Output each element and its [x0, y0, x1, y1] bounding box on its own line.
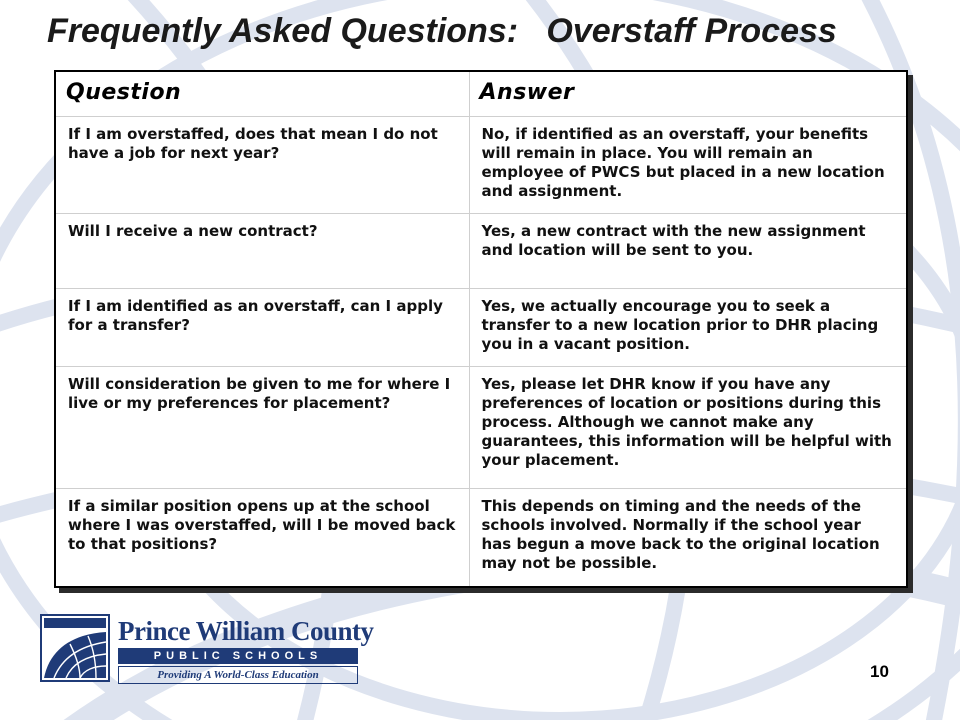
question-cell: Will I receive a new contract?	[55, 214, 469, 289]
table-header-row	[55, 71, 907, 117]
question-cell: Will consideration be given to me for where I live or my preferences for placement?	[55, 367, 469, 489]
question-cell: If I am identified as an overstaff, can I apply for a transfer?	[55, 289, 469, 367]
table-row	[55, 214, 907, 289]
answer-column-header: Answer	[469, 71, 907, 117]
pwcs-logo	[40, 614, 374, 686]
table-row	[55, 489, 907, 587]
logo-tagline: Providing A World-Class Education	[118, 666, 358, 684]
answer-cell: No, if identified as an overstaff, your benefits will remain in place. You will remain an employee of PWCS but placed in a new location and assignment.	[469, 117, 907, 214]
table-row	[55, 289, 907, 367]
table-row	[55, 117, 907, 214]
question-cell: If I am overstaffed, does that mean I do not have a job for next year?	[55, 117, 469, 214]
answer-cell: Yes, we actually encourage you to seek a transfer to a new location prior to DHR placing you in a vacant position.	[469, 289, 907, 367]
answer-cell: Yes, a new contract with the new assignment and location will be sent to you.	[469, 214, 907, 289]
table-row	[55, 367, 907, 489]
answer-cell: Yes, please let DHR know if you have any preferences of location or positions during this process. Although we cannot make any guarantees, this information will be helpful with your placement.	[469, 367, 907, 489]
question-cell: If a similar position opens up at the school where I was overstaffed, will I be moved back to that positions?	[55, 489, 469, 587]
faq-table	[54, 70, 908, 588]
logo-name-text: Prince William County	[118, 616, 374, 646]
globe-logo-icon	[40, 614, 110, 682]
question-column-header: Question	[55, 71, 469, 117]
slide-title: Frequently Asked Questions: Overstaff Process	[47, 12, 837, 50]
logo-public-schools-bar: PUBLIC SCHOOLS	[118, 648, 358, 664]
answer-cell: This depends on timing and the needs of the schools involved. Normally if the school year has begun a move back to the original location may not be possible.	[469, 489, 907, 587]
page-number: 10	[870, 662, 889, 681]
